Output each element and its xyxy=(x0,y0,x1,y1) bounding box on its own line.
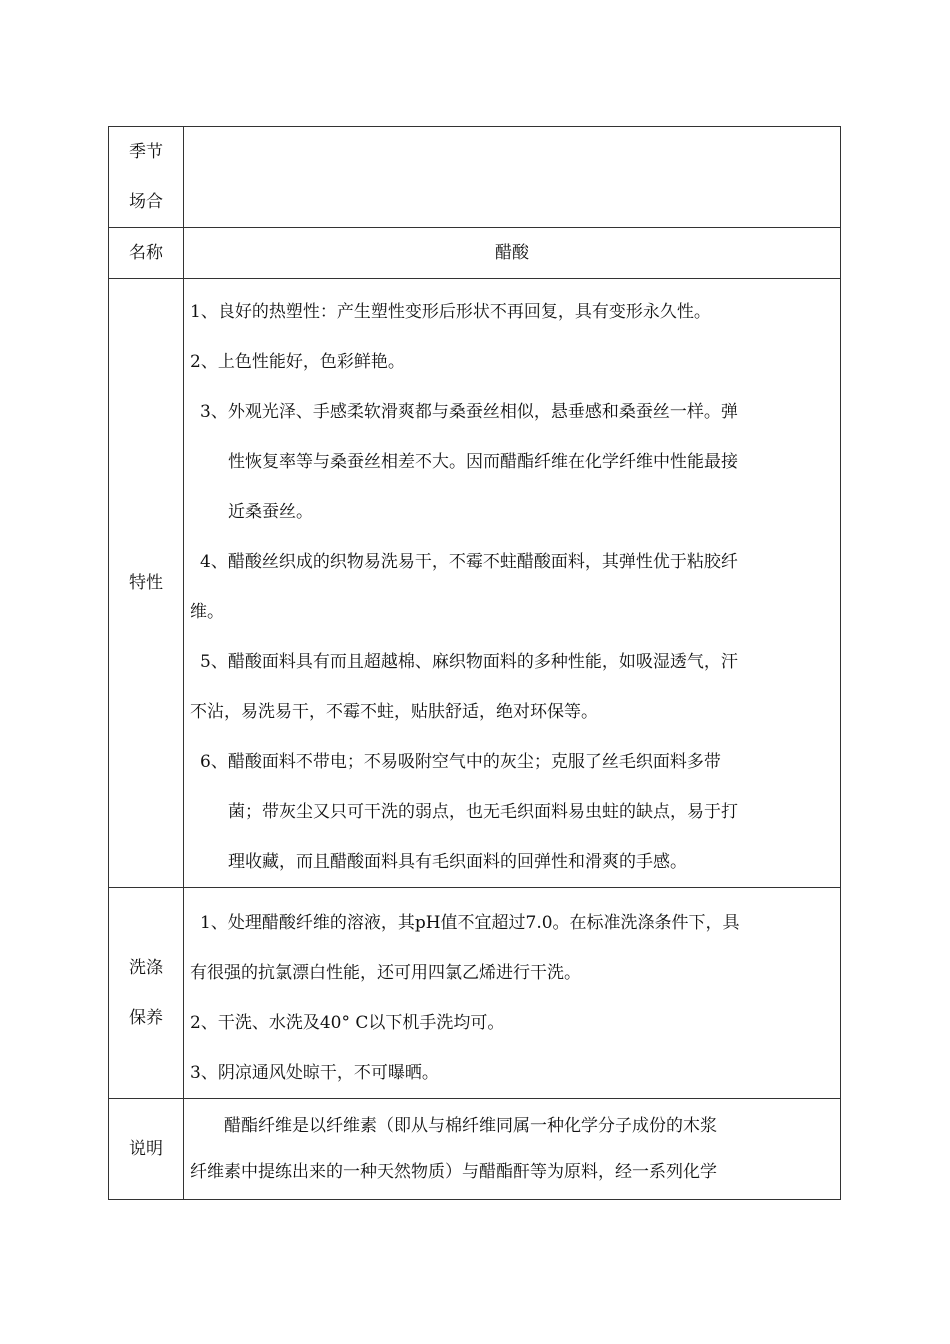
washing-care-label xyxy=(109,888,184,1099)
wash-item-1-line-2: 有很强的抗氯漂白性能，还可用四氯乙烯进行干洗。 xyxy=(190,963,581,983)
description-content xyxy=(184,1099,841,1200)
feature-3 xyxy=(190,387,834,537)
feature-6-line-2: 菌；带灰尘又只可干洗的弱点，也无毛织面料易虫蛀的缺点，易于打 xyxy=(228,802,738,822)
fabric-info-table xyxy=(108,126,841,1200)
feature-2: 2、上色性能好，色彩鲜艳。 xyxy=(190,352,405,372)
description-line-2: 纤维素中提练出来的一种天然物质）与醋酯酐等为原料，经一系列化学 xyxy=(190,1162,717,1182)
wash-item-3: 3、阴凉通风处晾干，不可曝晒。 xyxy=(190,1063,439,1083)
feature-6 xyxy=(190,737,834,887)
row-name xyxy=(109,228,841,279)
description-line-1: 醋酯纤维是以纤维素（即从与棉纤维同属一种化学分子成份的木浆 xyxy=(224,1116,717,1136)
season-occasion-value xyxy=(184,127,841,228)
row-features xyxy=(109,279,841,888)
feature-4-line-2: 维。 xyxy=(190,602,224,622)
feature-3-line-1: 3、外观光泽、手感柔软滑爽都与桑蚕丝相似，悬垂感和桑蚕丝一样。弹 xyxy=(200,402,738,422)
season-occasion-label xyxy=(109,127,184,228)
feature-4-line-1: 4、醋酸丝织成的织物易洗易干，不霉不蛀醋酸面料，其弹性优于粘胶纤 xyxy=(200,552,738,572)
row-washing-care xyxy=(109,888,841,1099)
feature-5 xyxy=(190,637,834,737)
season-label: 季节 xyxy=(129,142,163,162)
features-label: 特性 xyxy=(109,279,184,888)
feature-1: 1、良好的热塑性：产生塑性变形后形状不再回复，具有变形永久性。 xyxy=(190,302,711,322)
washing-care-content xyxy=(184,888,841,1099)
feature-3-line-2: 性恢复率等与桑蚕丝相差不大。因而醋酯纤维在化学纤维中性能最接 xyxy=(228,452,738,472)
feature-4 xyxy=(190,537,834,637)
feature-6-line-1: 6、醋酸面料不带电；不易吸附空气中的灰尘；克服了丝毛织面料多带 xyxy=(200,752,721,772)
washing-label: 洗涤 xyxy=(129,958,163,978)
row-season-occasion xyxy=(109,127,841,228)
description-label: 说明 xyxy=(109,1099,184,1200)
wash-item-1 xyxy=(190,898,834,998)
name-value: 醋酸 xyxy=(184,228,841,279)
name-label: 名称 xyxy=(109,228,184,279)
feature-3-line-3: 近桑蚕丝。 xyxy=(228,502,313,522)
feature-5-line-1: 5、醋酸面料具有而且超越棉、麻织物面料的多种性能，如吸湿透气，汗 xyxy=(200,652,738,672)
occasion-label: 场合 xyxy=(129,192,163,212)
row-description xyxy=(109,1099,841,1200)
care-label: 保养 xyxy=(129,1008,163,1028)
feature-6-line-3: 理收藏，而且醋酸面料具有毛织面料的回弹性和滑爽的手感。 xyxy=(228,852,687,872)
features-content xyxy=(184,279,841,888)
wash-item-2: 2、干洗、水洗及40° C以下机手洗均可。 xyxy=(190,1013,505,1033)
feature-5-line-2: 不沾，易洗易干，不霉不蛀，贴肤舒适，绝对环保等。 xyxy=(190,702,598,722)
wash-item-1-line-1: 1、处理醋酸纤维的溶液，其pH值不宜超过7.0。在标准洗涤条件下，具 xyxy=(200,913,740,933)
